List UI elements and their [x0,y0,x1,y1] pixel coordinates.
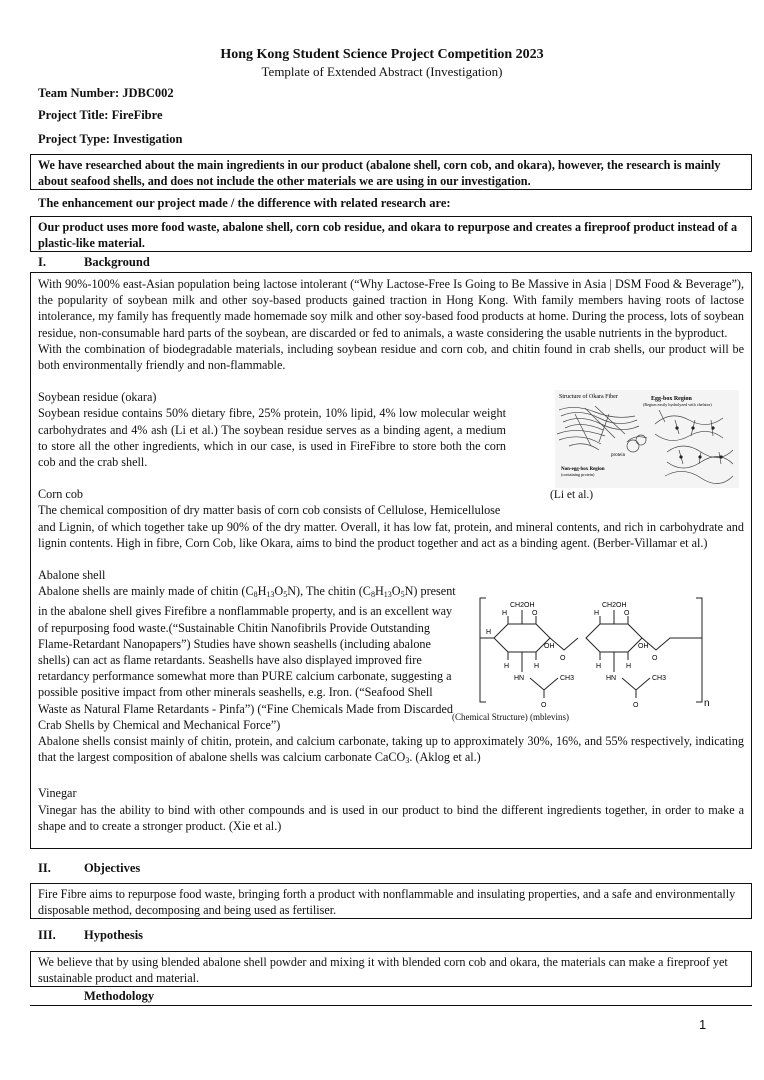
corn-text-2: and Lignin, of which together take up 90% of the dry matter. Overall, it has low fat, protein, and mineral contents, and rich in carbohydrate and lignin contents. High in fibre, Corn Cob, like Okara, aims to bind the product together and act as a binding agent. (Berber-Villamar et al.) [38,519,744,550]
okara-text: Soybean residue contains 50% dietary fibre, 25% protein, 10% lipid, 4% low molecular weight carbohydrates and 4% ash (Li et al.) The soybean residue serves as a binding agent, a medium to store all the other ingredients, which in our case, is used in FireFibre to store both the corn cob and the crab shell. [38,406,506,470]
section-background-heading [38,255,150,270]
methodology-divider [30,1005,752,1006]
background-box [30,272,752,849]
figure-label-egg-sub: (Region easily hydrolyzed with chelator) [643,402,712,407]
section-number: I. [38,255,46,269]
okara-structure-figure [555,390,739,488]
svg-text:H: H [594,610,600,617]
objectives-box: Fire Fibre aims to repurpose food waste, bringing forth a product with nonflammable and insulating properties, and a safe and environmentally disposable method, decomposing and being used as fertiliser. [30,883,752,919]
okara-heading: Soybean residue (okara) [38,390,157,405]
project-title: Project Title: FireFibre [38,108,163,122]
enhancement-label: The enhancement our project made / the difference with related research are: [38,196,451,210]
svg-text:O: O [560,655,566,662]
abalone-composition: Abalone shells consist mainly of chitin, protein, and calcium carbonate, taking up to approximately 30%, 16%, and 55% respectively, indicating that the largest composition of abalone shells was calcium carbonate CaCO$_3$. (Aklog et al.) [38,734,744,766]
figure-2-caption: (Chemical Structure) (mblevins) [452,712,569,722]
svg-text:O: O [624,610,630,617]
svg-text:H: H [504,663,510,670]
ch2oh-label-1: CH2OH [510,602,535,609]
vinegar-text: Vinegar has the ability to bind with other compounds and is used in our product to bind the different ingredients together, in order to make a shape and to create a stronger product. (Xie et al.) [38,802,744,833]
section-hypothesis-heading: III. Hypothesis [38,928,144,942]
document-title: Hong Kong Student Science Project Competition 2023 [220,47,544,62]
svg-text:O: O [652,655,658,662]
svg-text:OH: OH [544,643,555,650]
svg-text:H: H [534,663,540,670]
team-number: Team Number: JDBC002 [38,86,174,100]
svg-text:H: H [596,663,602,670]
svg-text:CH3: CH3 [652,675,667,682]
section-objectives-heading: II. Objectives [38,861,141,875]
hypothesis-box: We believe that by using blended abalone shell powder and mixing it with blended corn cob and okara, the materials can make a fireproof yet sustainable product and material. [30,951,752,987]
svg-text:H: H [502,610,508,617]
figure-label-nonegg: Non-egg-box Region [561,467,605,472]
svg-text:H: H [626,663,632,670]
svg-text:HN: HN [514,675,525,682]
corn-heading: Corn cob [38,487,84,502]
abalone-text: Abalone shells are mainly made of chitin $(C_8H_{13}O_5N)$, The chitin $(C_8H_{13}O_5N)$ present in the abalone shell gives Firefibre a nonflammable property, and is an excellent way of repurposing food waste.(“Sustainable Chitin Nanofibrils Provide Outstanding Flame-Retardant Nanopapers”) Studies have shown seashells (including abalone shells) can act as flame retardants. Seashells have also displayed improved fire retardancy performance somewhat more than PURE calcium carbonate, suggesting a possible positive impact from other minerals seashells, e.g. Iron. (“Seafood Shell Waste as Natural Flame Retardants - Pinfa”) (“Fine Chemicals Made from Discarded Crab Shells by Chemical and Mechanical Force”) [38,584,456,732]
project-type: Project Type: Investigation [38,132,183,146]
document-subtitle: Template of Extended Abstract (Investigation) [261,64,503,79]
figure-label-nonegg-sub: (containing protein) [561,472,595,477]
corn-text-1: The chemical composition of dry matter basis of corn cob consists of Cellulose, Hemicellulose [38,503,501,518]
svg-text:O: O [532,610,538,617]
svg-text:O: O [633,702,639,709]
vinegar-heading: Vinegar [38,786,77,801]
background-paragraph-1: With 90%-100% east-Asian population being lactose intolerant (“Why Lactose-Free Is Going to Be Massive in Asia | DSM Food & Beverage”), the popularity of soybean milk and other soy-based products gained traction in Hong Kong. With family members having roots of lactose intolerance, my family has frequently made homemade soy milk and other soy-based food products at home. During the process, lots of soybean residue, non-consumable hard parts of the soybean, are discarded or fed to animals, a waste considering the usable nutrients in the byproduct. [38,277,744,340]
research-box: We have researched about the main ingredients in our product (abalone shell, corn cob, and okara), however, the research is mainly about seafood shells, and does not include the other materials we are using in our investigation. [30,154,752,190]
figure-label-egg: Egg-box Region [651,396,692,402]
repeat-n-label: n [704,698,710,709]
svg-text:H: H [486,629,492,636]
figure-1-caption: (Li et al.) [550,489,594,501]
section-title: Background [84,255,150,269]
ch2oh-label-2: CH2OH [602,602,627,609]
abalone-heading: Abalone shell [38,568,106,583]
section-methodology-heading: Methodology [84,989,155,1003]
svg-text:HN: HN [606,675,617,682]
page-number: 1 [699,1017,707,1032]
background-paragraph-2: With the combination of biodegradable materials, including soybean residue and corn cob, and chitin found in crab shells, our product will be both environmentally friendly and non-flammable. [38,341,744,373]
enhancement-box: Our product uses more food waste, abalone shell, corn cob residue, and okara to repurpose and creates a fireproof product instead of a plastic-like material. [30,216,752,252]
figure-title: Structure of Okara Fiber [559,394,618,400]
svg-text:OH: OH [638,643,649,650]
svg-text:CH3: CH3 [560,675,575,682]
chitin-structure-figure [478,594,710,714]
svg-text:O: O [541,702,547,709]
figure-label-protein: protein [611,453,626,458]
